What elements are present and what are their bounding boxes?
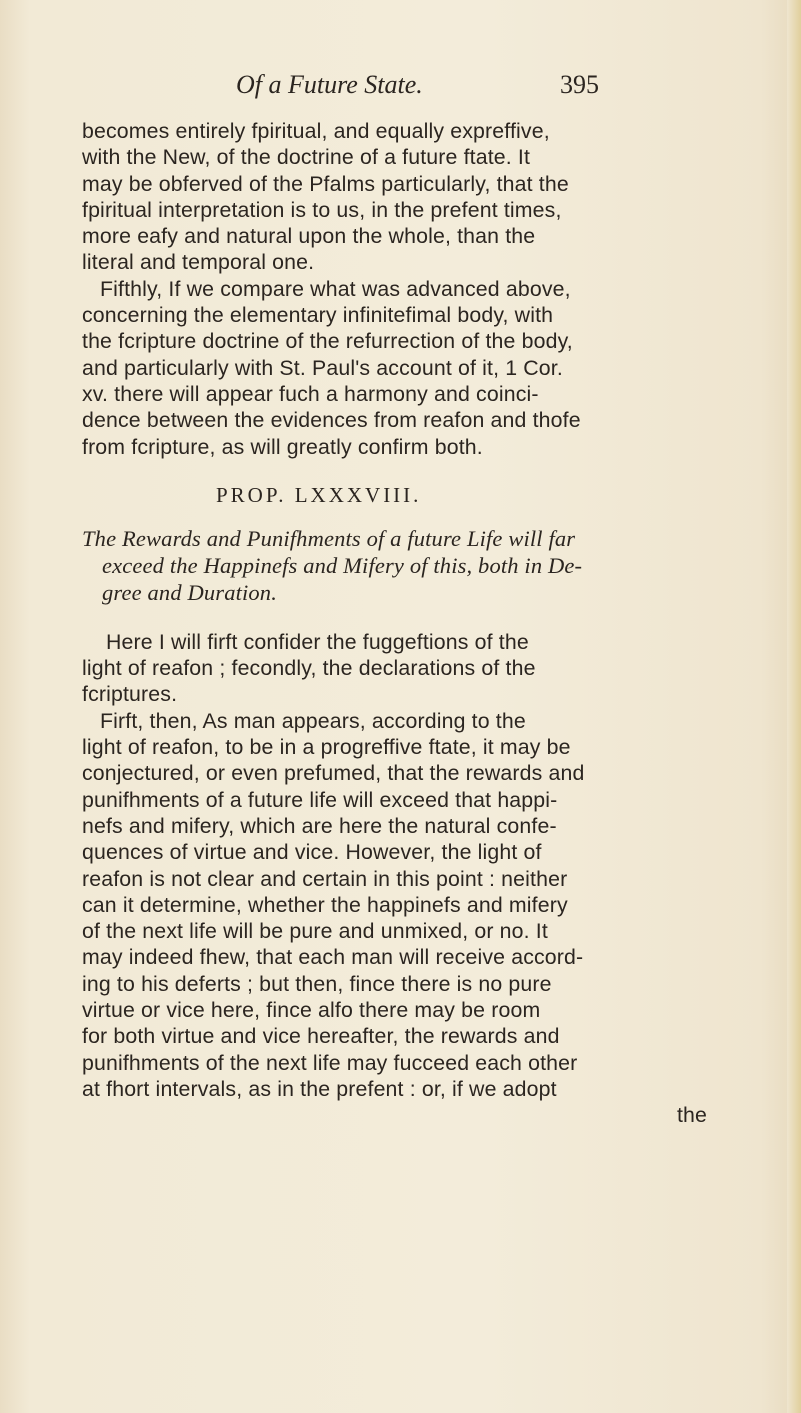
text-line: with the New, of the doctrine of a future ftate. It — [82, 145, 531, 170]
text-line: Here I will firft confider the fuggeftions of the — [106, 629, 529, 654]
running-title: Of a Future State. — [236, 70, 423, 99]
catchword: the — [676, 1103, 707, 1128]
text-line: at fhort intervals, as in the prefent : or, if we adopt — [82, 1076, 557, 1101]
text-line: more eafy and natural upon the whole, than the — [82, 224, 536, 249]
text-line: conjectured, or even prefumed, that the rewards and — [82, 761, 585, 786]
proposition-title-line: The Rewards and Punifhments of a future Life will far — [82, 525, 576, 551]
page-number: 395 — [560, 70, 599, 99]
page-edge — [787, 0, 801, 1413]
text-line: may indeed fhew, that each man will receive accord- — [82, 945, 584, 970]
text-line: the fcripture doctrine of the refurrection of the body, — [82, 329, 573, 354]
text-line: can it determine, whether the happinefs and mifery — [82, 892, 568, 917]
text-line: Fifthly, If we compare what was advanced above, — [100, 276, 571, 301]
text-line: fcriptures. — [82, 682, 178, 707]
proposition-heading: PROP. LXXXVIII. — [216, 482, 422, 507]
body-text — [82, 118, 707, 1129]
text-line: may be obferved of the Pfalms particularly, that the — [82, 171, 569, 196]
text-line: nefs and mifery, which are here the natural confe- — [82, 813, 557, 838]
text-line: ing to his deferts ; but then, fince there is no pure — [82, 971, 552, 996]
text-line: from fcripture, as will greatly confirm both. — [82, 434, 483, 459]
text-line: light of reafon ; fecondly, the declarations of the — [82, 656, 536, 681]
text-line: punifhments of the next life may fucceed each other — [82, 1050, 578, 1075]
proposition-title-line: exceed the Happinefs and Mifery of this, both in De- — [102, 552, 583, 578]
text-line: virtue or vice here, fince alfo there may be room — [82, 998, 541, 1023]
text-line: quences of virtue and vice. However, the light of — [82, 840, 542, 865]
text-line: becomes entirely fpiritual, and equally expreffive, — [82, 119, 550, 143]
page-header — [0, 70, 801, 110]
text-line: dence between the evidences from reafon and thofe — [82, 408, 581, 433]
text-line: xv. there will appear fuch a harmony and coinci- — [82, 381, 539, 406]
text-line: concerning the elementary infinitefimal body, with — [82, 303, 554, 328]
text-line: and particularly with St. Paul's account of it, 1 Cor. — [82, 355, 563, 380]
text-line: reafon is not clear and certain in this point : neither — [82, 866, 568, 891]
text-line: literal and temporal one. — [82, 250, 315, 275]
text-line: punifhments of a future life will exceed that happi- — [82, 787, 558, 812]
proposition-title-line: gree and Duration. — [102, 579, 277, 605]
text-line: of the next life will be pure and unmixed, or no. It — [82, 919, 548, 944]
text-line: light of reafon, to be in a progreffive ftate, it may be — [82, 735, 571, 760]
text-line: fpiritual interpretation is to us, in the prefent times, — [82, 197, 562, 222]
text-line: for both virtue and vice hereafter, the rewards and — [82, 1024, 560, 1049]
text-line: Firft, then, As man appears, according to the — [100, 708, 526, 733]
